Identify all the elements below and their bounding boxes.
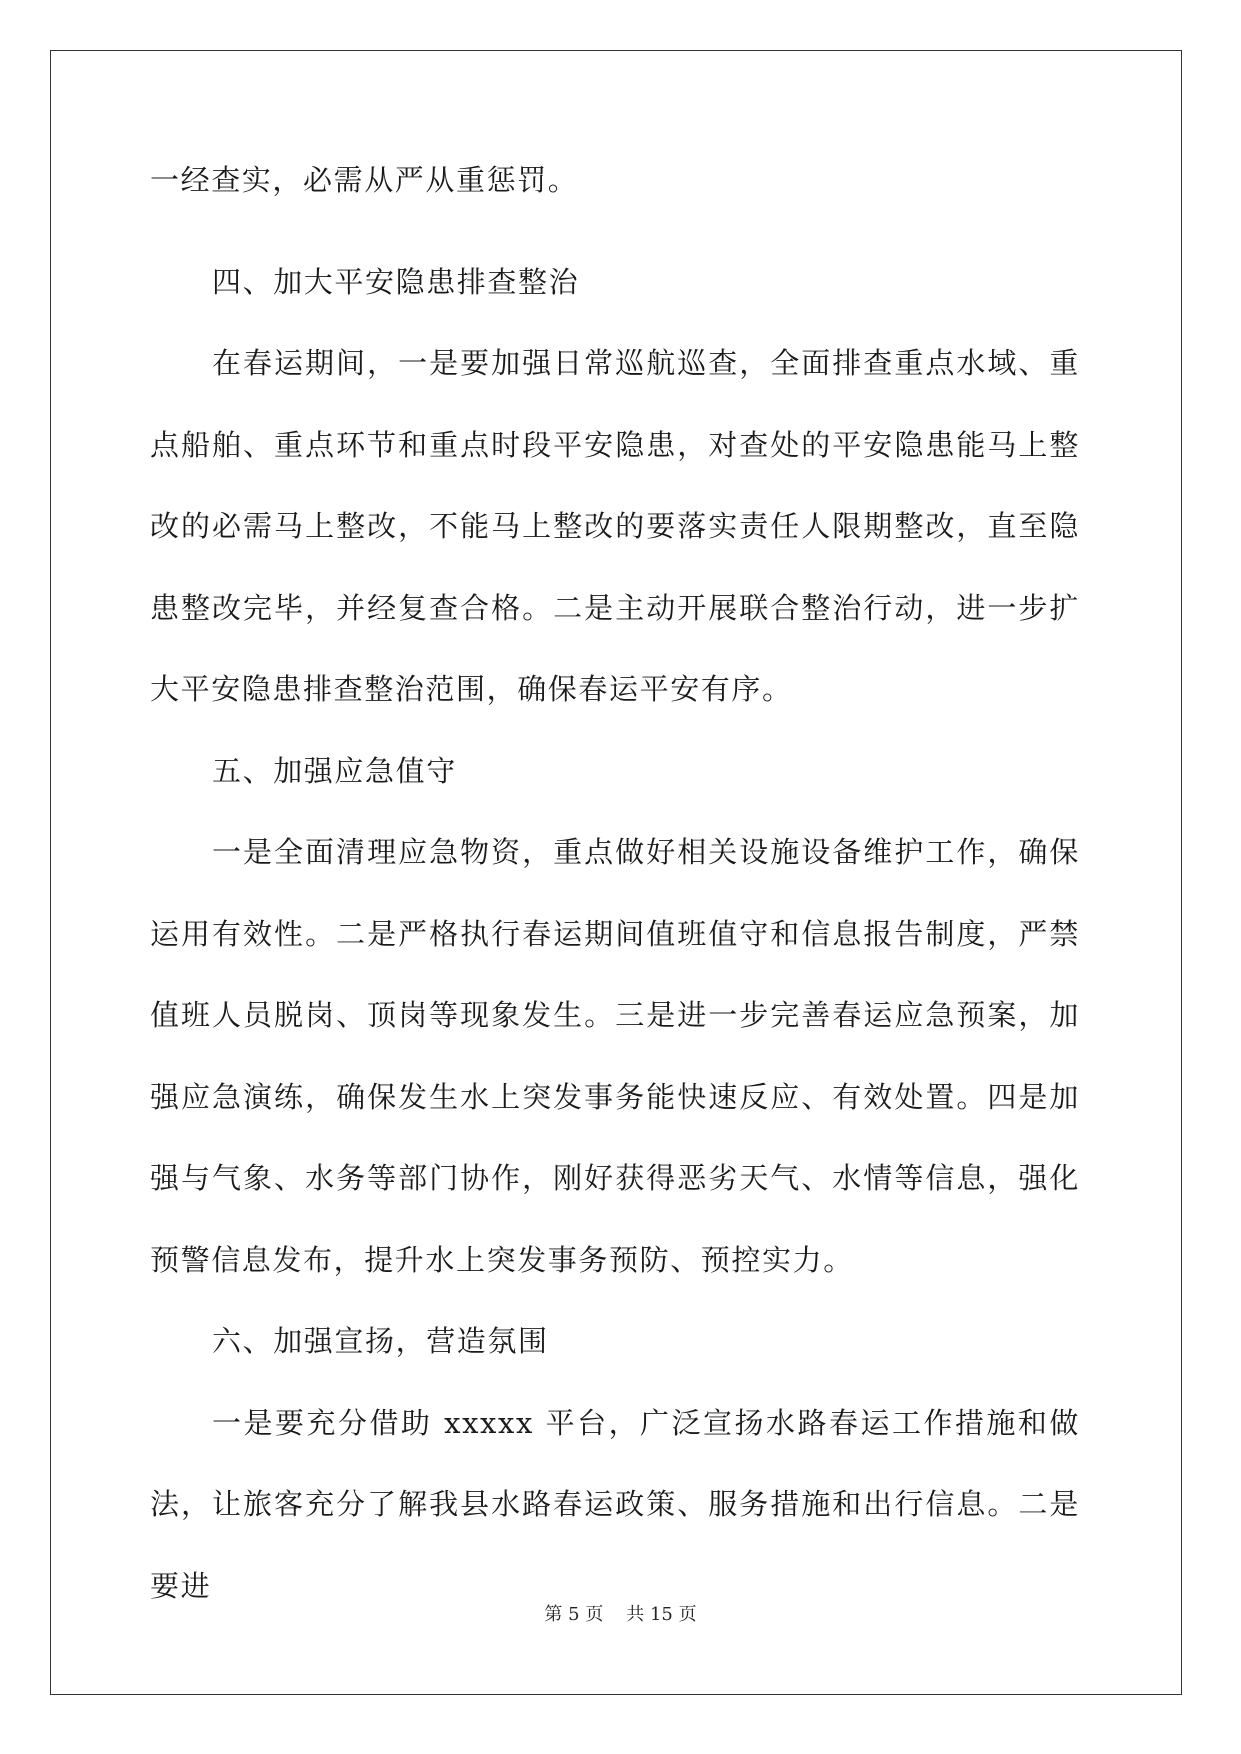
page-number: 第 5 页 — [544, 1604, 604, 1625]
section-heading-4: 四、加大平安隐患排查整治 — [212, 264, 580, 299]
paragraph-section-5: 一是全面清理应急物资，重点做好相关设施设备维护工作，确保运用有效性。二是严格执行春运期间值班值守和信息报告制度，严禁值班人员脱岗、顶岗等现象发生。三是进一步完善春运应急预案，加强应急演练，确保发生水上突发事务能快速反应、有效处置。四是加强与气象、水务等部门协作，刚好获得恶劣天气、水情等信息，强化预警信息发布，提升水上突发事务预防、预控实力。 — [150, 835, 1080, 1277]
document-body — [150, 160, 1080, 1627]
paragraph-section-4: 在春运期间，一是要加强日常巡航巡查，全面排查重点水域、重点船舶、重点环节和重点时段平安隐患，对查处的平安隐患能马上整改的必需马上整改，不能马上整改的要落实责任人限期整改，直至隐患整改完毕，并经复查合格。二是主动开展联合整治行动，进一步扩大平安隐患排查整治范围，确保春运平安有序。 — [150, 346, 1080, 706]
paragraph-section-6: 一是要充分借助 xxxxx 平台，广泛宣扬水路春运工作措施和做法，让旅客充分了解我县水路春运政策、服务措施和出行信息。二是要进 — [150, 1405, 1080, 1603]
paragraph-continuation: 一经查实，必需从严从重惩罚。 — [150, 163, 579, 197]
section-heading-5: 五、加强应急值守 — [212, 753, 457, 788]
section-heading-6: 六、加强宣扬，营造氛围 — [212, 1324, 549, 1358]
page-footer — [0, 1600, 1241, 1626]
page-total: 共 15 页 — [626, 1604, 697, 1625]
